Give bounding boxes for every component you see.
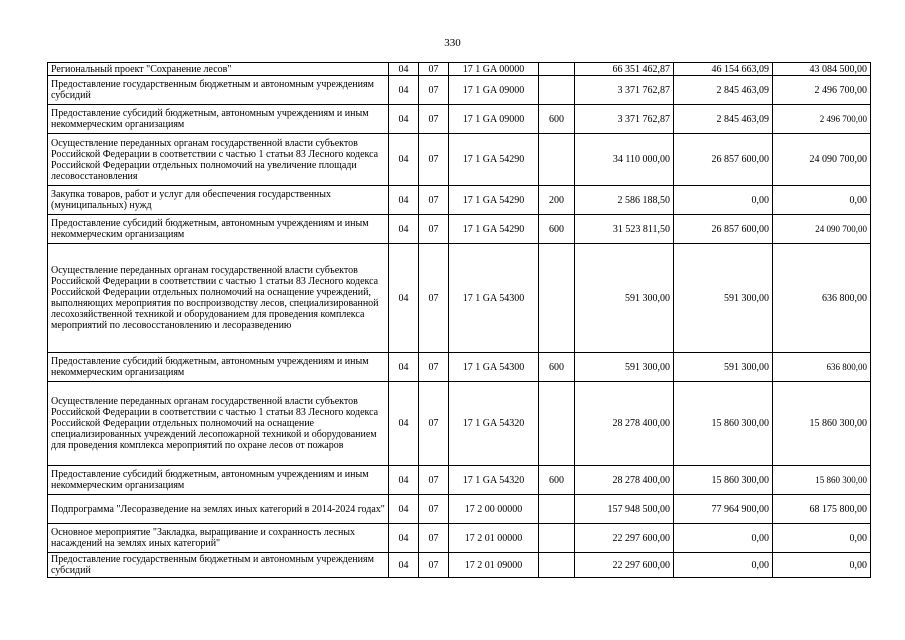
table-row bbox=[48, 466, 871, 495]
row-name: Осуществление переданных органам государственной власти субъектов Российской Федерации в соответствии с частью 1 статьи 83 Лесного кодекса Российской Федерации отдельных полномочий на увеличение площади лесовосстановления bbox=[48, 134, 389, 186]
row-section-code: 04 bbox=[389, 524, 419, 553]
table-row bbox=[48, 215, 871, 244]
row-amount-year-3: 0,00 bbox=[773, 524, 871, 553]
row-expense-type-code bbox=[539, 76, 575, 105]
table-row bbox=[48, 134, 871, 186]
row-subsection-code: 07 bbox=[419, 63, 449, 76]
row-name: Закупка товаров, работ и услуг для обеспечения государственных (муниципальных) нужд bbox=[48, 186, 389, 215]
row-target-article-code: 17 1 GA 09000 bbox=[449, 76, 539, 105]
row-section-code: 04 bbox=[389, 553, 419, 578]
row-target-article-code: 17 2 01 09000 bbox=[449, 553, 539, 578]
row-section-code: 04 bbox=[389, 353, 419, 382]
row-amount-year-2: 0,00 bbox=[674, 186, 773, 215]
row-amount-year-3: 2 496 700,00 bbox=[773, 76, 871, 105]
row-amount-year-1: 591 300,00 bbox=[575, 353, 674, 382]
row-target-article-code: 17 1 GA 54300 bbox=[449, 353, 539, 382]
row-target-article-code: 17 1 GA 54300 bbox=[449, 244, 539, 353]
row-amount-year-1: 22 297 600,00 bbox=[575, 524, 674, 553]
row-subsection-code: 07 bbox=[419, 215, 449, 244]
row-amount-year-2: 591 300,00 bbox=[674, 353, 773, 382]
row-subsection-code: 07 bbox=[419, 186, 449, 215]
row-amount-year-2: 46 154 663,09 bbox=[674, 63, 773, 76]
row-section-code: 04 bbox=[389, 215, 419, 244]
row-amount-year-3: 636 800,00 bbox=[773, 353, 871, 382]
row-subsection-code: 07 bbox=[419, 76, 449, 105]
row-amount-year-3: 15 860 300,00 bbox=[773, 466, 871, 495]
row-amount-year-3: 24 090 700,00 bbox=[773, 215, 871, 244]
row-target-article-code: 17 1 GA 00000 bbox=[449, 63, 539, 76]
table-row bbox=[48, 63, 871, 76]
row-amount-year-2: 15 860 300,00 bbox=[674, 466, 773, 495]
table-row bbox=[48, 105, 871, 134]
row-amount-year-1: 157 948 500,00 bbox=[575, 495, 674, 524]
row-amount-year-3: 68 175 800,00 bbox=[773, 495, 871, 524]
row-amount-year-2: 26 857 600,00 bbox=[674, 215, 773, 244]
table-row bbox=[48, 553, 871, 578]
row-expense-type-code bbox=[539, 524, 575, 553]
table-row bbox=[48, 76, 871, 105]
row-name: Осуществление переданных органам государственной власти субъектов Российской Федерации в соответствии с частью 1 статьи 83 Лесного кодекса Российской Федерации отдельных полномочий на оснащение учреждений, выполняющих мероприятия по воспроизводству лесов, специализированной лесохозяйственной техникой и оборудованием для проведения комплекса мероприятий по лесовосстановлению и лесоразведению bbox=[48, 244, 389, 353]
row-target-article-code: 17 1 GA 54320 bbox=[449, 382, 539, 466]
row-subsection-code: 07 bbox=[419, 495, 449, 524]
table-row bbox=[48, 244, 871, 353]
row-section-code: 04 bbox=[389, 134, 419, 186]
row-name: Предоставление субсидий бюджетным, автономным учреждениям и иным некоммерческим организациям bbox=[48, 353, 389, 382]
row-amount-year-2: 0,00 bbox=[674, 553, 773, 578]
row-amount-year-1: 31 523 811,50 bbox=[575, 215, 674, 244]
row-subsection-code: 07 bbox=[419, 105, 449, 134]
row-target-article-code: 17 1 GA 54320 bbox=[449, 466, 539, 495]
row-subsection-code: 07 bbox=[419, 553, 449, 578]
row-amount-year-1: 22 297 600,00 bbox=[575, 553, 674, 578]
row-subsection-code: 07 bbox=[419, 244, 449, 353]
row-target-article-code: 17 1 GA 09000 bbox=[449, 105, 539, 134]
row-expense-type-code: 600 bbox=[539, 215, 575, 244]
budget-table bbox=[47, 62, 871, 578]
row-section-code: 04 bbox=[389, 466, 419, 495]
page-number: 330 bbox=[444, 37, 461, 49]
row-amount-year-3: 636 800,00 bbox=[773, 244, 871, 353]
row-amount-year-1: 2 586 188,50 bbox=[575, 186, 674, 215]
row-name: Предоставление государственным бюджетным и автономным учреждениям субсидий bbox=[48, 553, 389, 578]
row-expense-type-code: 600 bbox=[539, 353, 575, 382]
row-amount-year-3: 43 084 500,00 bbox=[773, 63, 871, 76]
row-section-code: 04 bbox=[389, 105, 419, 134]
row-section-code: 04 bbox=[389, 495, 419, 524]
row-amount-year-1: 34 110 000,00 bbox=[575, 134, 674, 186]
row-expense-type-code: 600 bbox=[539, 466, 575, 495]
row-expense-type-code: 600 bbox=[539, 105, 575, 134]
row-name: Предоставление субсидий бюджетным, автономным учреждениям и иным некоммерческим организациям bbox=[48, 466, 389, 495]
row-expense-type-code: 200 bbox=[539, 186, 575, 215]
row-target-article-code: 17 2 01 00000 bbox=[449, 524, 539, 553]
row-amount-year-3: 15 860 300,00 bbox=[773, 382, 871, 466]
row-amount-year-1: 66 351 462,87 bbox=[575, 63, 674, 76]
row-section-code: 04 bbox=[389, 186, 419, 215]
row-name: Предоставление государственным бюджетным и автономным учреждениям субсидий bbox=[48, 76, 389, 105]
row-amount-year-2: 2 845 463,09 bbox=[674, 105, 773, 134]
table-row bbox=[48, 382, 871, 466]
row-section-code: 04 bbox=[389, 63, 419, 76]
row-section-code: 04 bbox=[389, 76, 419, 105]
row-amount-year-1: 28 278 400,00 bbox=[575, 382, 674, 466]
row-subsection-code: 07 bbox=[419, 524, 449, 553]
row-amount-year-2: 2 845 463,09 bbox=[674, 76, 773, 105]
row-expense-type-code bbox=[539, 382, 575, 466]
row-name: Подпрограмма "Лесоразведение на землях иных категорий в 2014-2024 годах" bbox=[48, 495, 389, 524]
row-name: Предоставление субсидий бюджетным, автономным учреждениям и иным некоммерческим организациям bbox=[48, 105, 389, 134]
row-target-article-code: 17 1 GA 54290 bbox=[449, 215, 539, 244]
row-amount-year-3: 0,00 bbox=[773, 553, 871, 578]
row-expense-type-code bbox=[539, 495, 575, 524]
row-expense-type-code bbox=[539, 553, 575, 578]
row-amount-year-2: 26 857 600,00 bbox=[674, 134, 773, 186]
row-section-code: 04 bbox=[389, 244, 419, 353]
table-row bbox=[48, 524, 871, 553]
row-name: Осуществление переданных органам государственной власти субъектов Российской Федерации в соответствии с частью 1 статьи 83 Лесного кодекса Российской Федерации отдельных полномочий на оснащение специализированных учреждений лесопожарной техникой и оборудованием для проведения комплекса мероприятий по охране лесов от пожаров bbox=[48, 382, 389, 466]
row-amount-year-1: 591 300,00 bbox=[575, 244, 674, 353]
row-amount-year-1: 3 371 762,87 bbox=[575, 105, 674, 134]
row-target-article-code: 17 1 GA 54290 bbox=[449, 186, 539, 215]
row-amount-year-3: 0,00 bbox=[773, 186, 871, 215]
row-target-article-code: 17 1 GA 54290 bbox=[449, 134, 539, 186]
row-amount-year-3: 24 090 700,00 bbox=[773, 134, 871, 186]
row-amount-year-2: 15 860 300,00 bbox=[674, 382, 773, 466]
row-name: Предоставление субсидий бюджетным, автономным учреждениям и иным некоммерческим организациям bbox=[48, 215, 389, 244]
row-amount-year-3: 2 496 700,00 bbox=[773, 105, 871, 134]
row-name: Региональный проект "Сохранение лесов" bbox=[48, 63, 389, 76]
row-amount-year-1: 3 371 762,87 bbox=[575, 76, 674, 105]
row-amount-year-2: 591 300,00 bbox=[674, 244, 773, 353]
row-amount-year-1: 28 278 400,00 bbox=[575, 466, 674, 495]
row-amount-year-2: 0,00 bbox=[674, 524, 773, 553]
row-subsection-code: 07 bbox=[419, 353, 449, 382]
table-row bbox=[48, 353, 871, 382]
row-expense-type-code bbox=[539, 63, 575, 76]
row-section-code: 04 bbox=[389, 382, 419, 466]
row-subsection-code: 07 bbox=[419, 466, 449, 495]
table-row bbox=[48, 186, 871, 215]
row-expense-type-code bbox=[539, 134, 575, 186]
row-subsection-code: 07 bbox=[419, 382, 449, 466]
row-amount-year-2: 77 964 900,00 bbox=[674, 495, 773, 524]
table-row bbox=[48, 495, 871, 524]
row-target-article-code: 17 2 00 00000 bbox=[449, 495, 539, 524]
row-subsection-code: 07 bbox=[419, 134, 449, 186]
row-name: Основное мероприятие "Закладка, выращивание и сохранность лесных насаждений на землях иных категорий" bbox=[48, 524, 389, 553]
row-expense-type-code bbox=[539, 244, 575, 353]
